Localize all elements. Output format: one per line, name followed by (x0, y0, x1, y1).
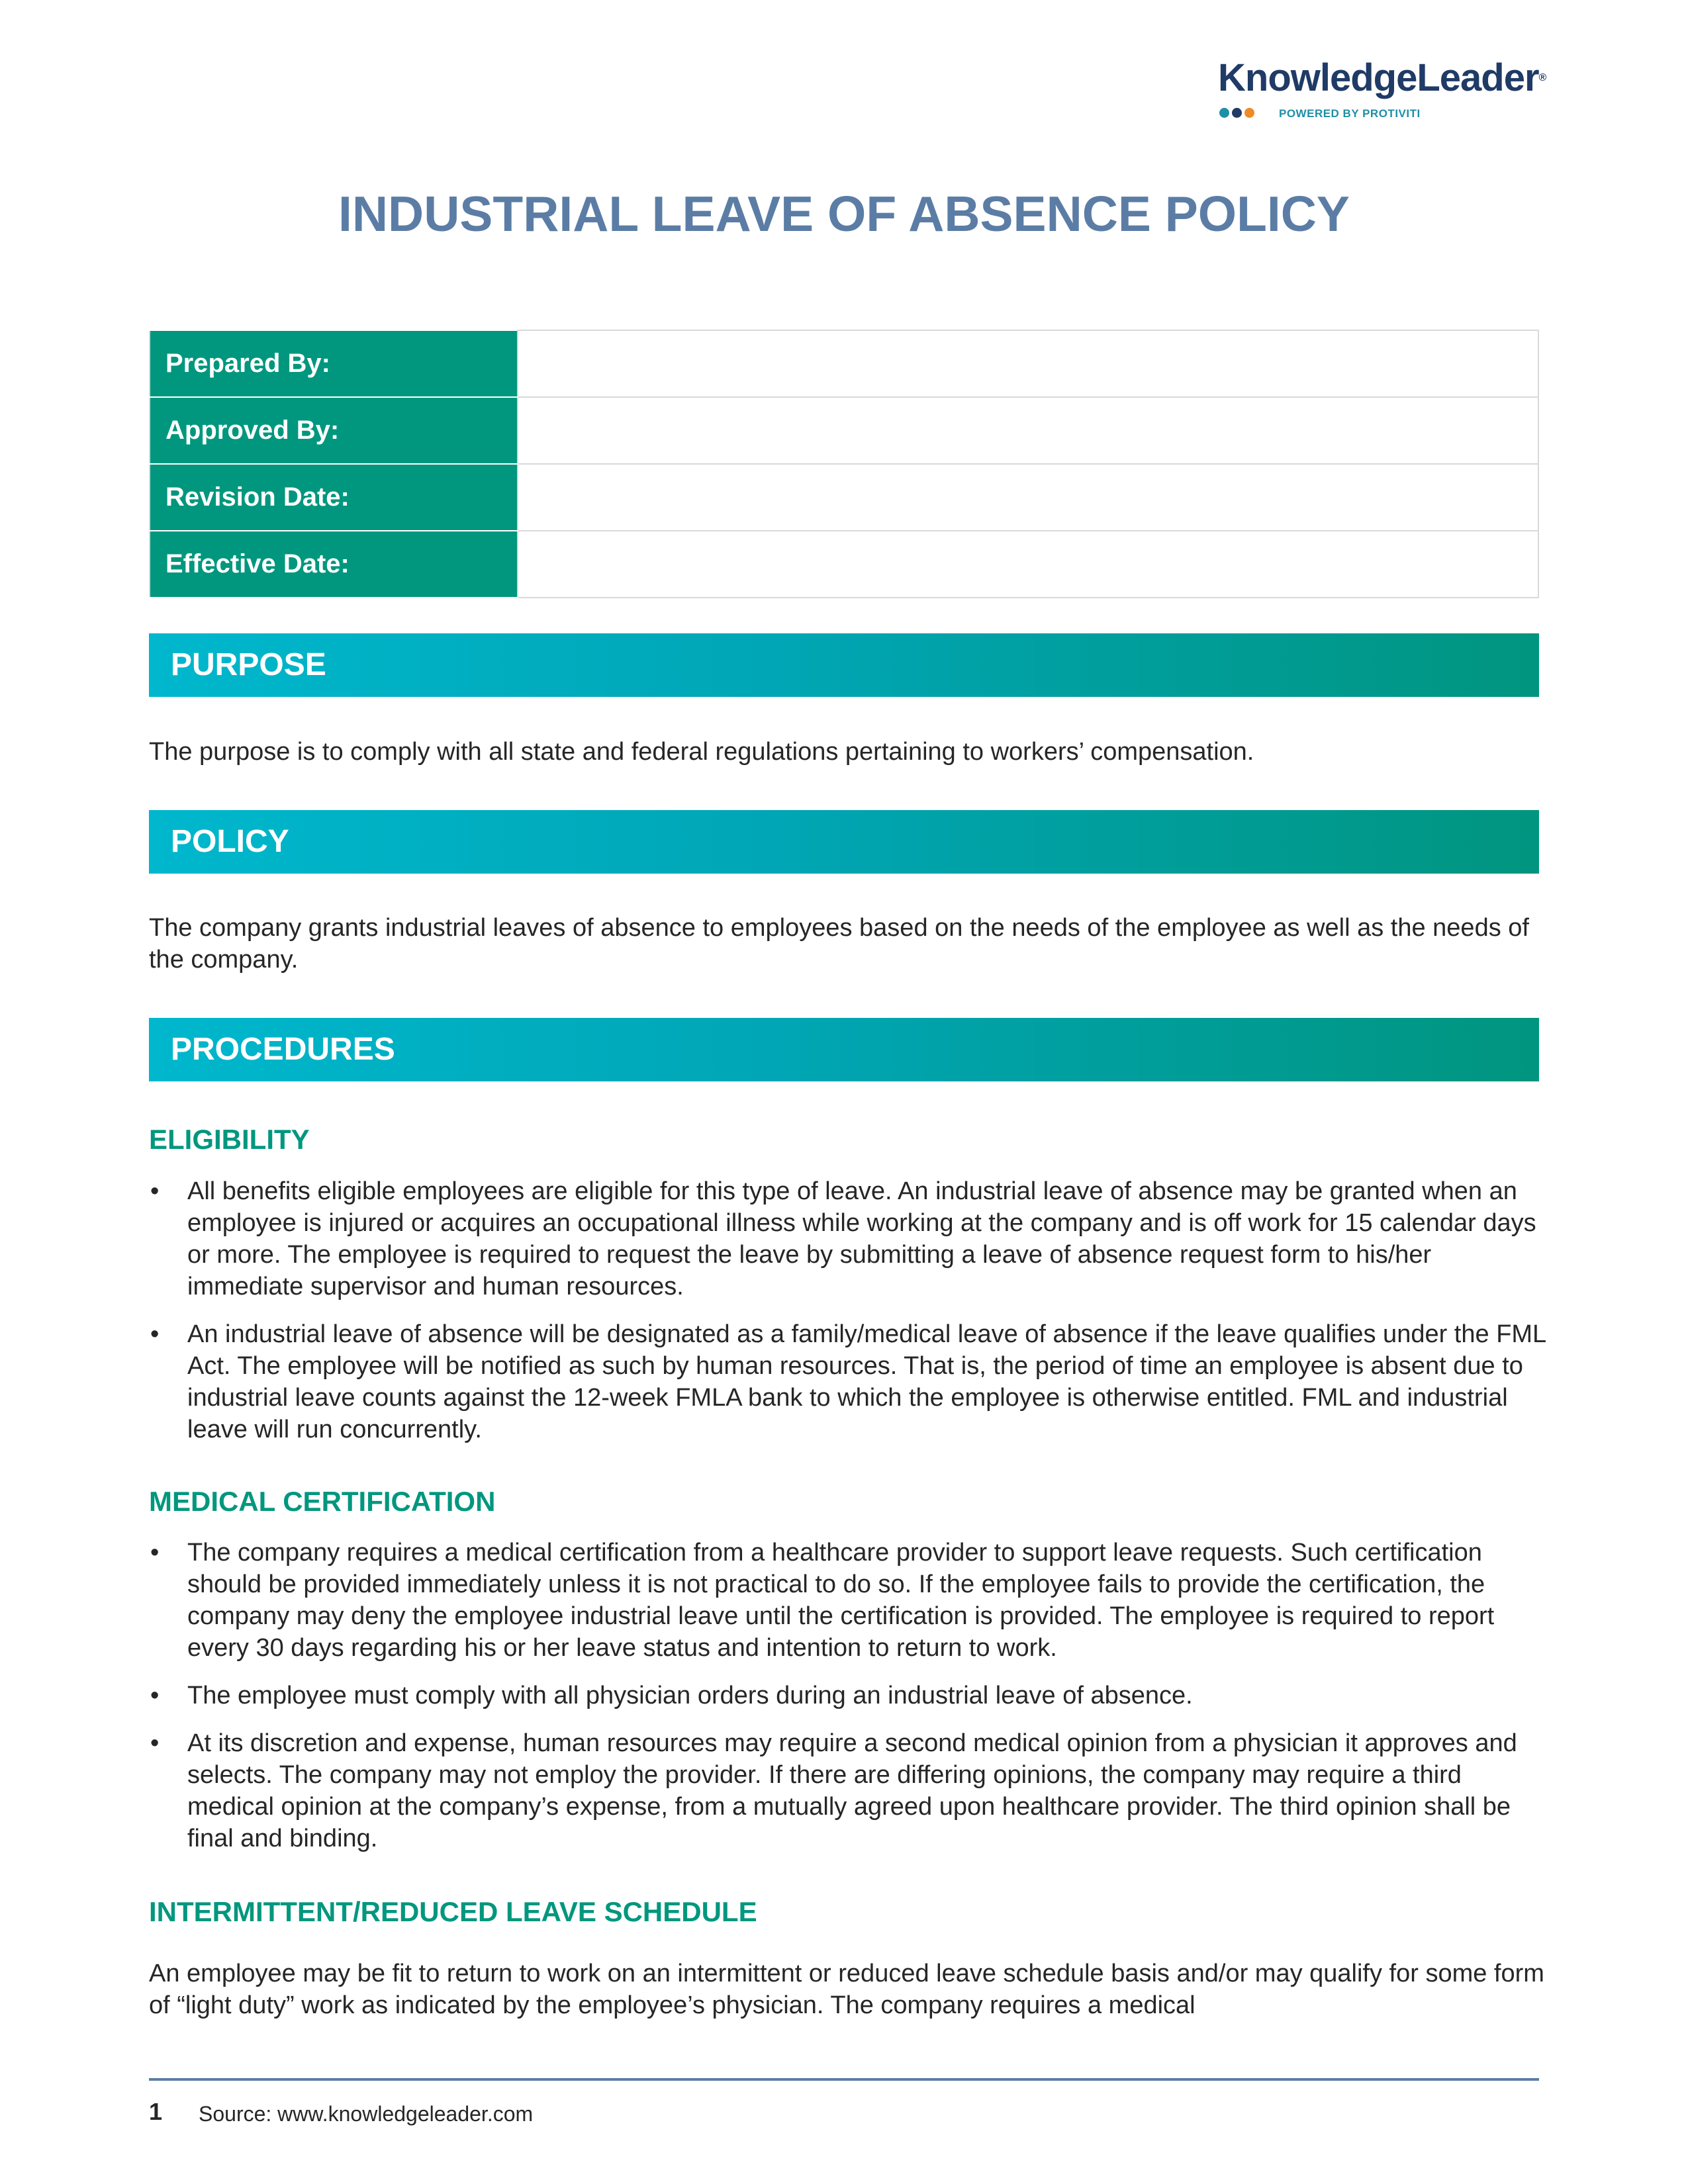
footer-divider (149, 2078, 1539, 2081)
meta-row-effective-date (150, 531, 1538, 598)
section-heading-procedures: PROCEDURES (149, 1018, 1539, 1081)
purpose-text: The purpose is to comply with all state and federal regulations pertaining to workers’ compensation. (149, 738, 1254, 766)
section-heading-purpose: PURPOSE (149, 633, 1539, 697)
footer-source: Source: www.knowledgeleader.com (199, 2102, 534, 2126)
list-item: • All benefits eligible employees are eligible for this type of leave. An industrial leave of absence may be granted when an employee is injured or acquires an occupational illness while working at the company and is off work for 15 calendar days or more. The employee is required to request the leave by submitting a leave of absence request form to his/her immediate supervisor and human resources. (149, 1175, 1546, 1302)
document-title: INDUSTRIAL LEAVE OF ABSENCE POLICY (338, 186, 1350, 242)
meta-label: Prepared By: (150, 330, 518, 397)
logo-wordmark: KnowledgeLeader (1218, 56, 1539, 99)
policy-text: The company grants industrial leaves of absence to employees based on the needs of the employee as well as the needs of the company. (149, 914, 1529, 974)
logo-dot-3 (1244, 108, 1254, 118)
meta-row-prepared-by (150, 330, 1538, 397)
meta-row-approved-by (150, 397, 1538, 464)
subheading-intermittent-reduced-leave: INTERMITTENT/REDUCED LEAVE SCHEDULE (149, 1896, 757, 1927)
section-heading-policy: POLICY (149, 810, 1539, 874)
meta-label: Approved By: (150, 397, 518, 464)
logo-tagline: POWERED BY PROTIVITI (1279, 107, 1421, 120)
logo-dot-1 (1219, 108, 1229, 118)
meta-value-approved-by[interactable] (518, 397, 1538, 464)
logo-dots-icon (1219, 108, 1257, 121)
meta-label: Effective Date: (150, 531, 518, 598)
subheading-medical-certification: MEDICAL CERTIFICATION (149, 1486, 496, 1517)
logo-dot-2 (1232, 108, 1242, 118)
subheading-eligibility: ELIGIBILITY (149, 1124, 310, 1155)
meta-row-revision-date (150, 464, 1538, 531)
meta-value-revision-date[interactable] (518, 464, 1538, 531)
intermittent-text: An employee may be fit to return to work on an intermittent or reduced leave schedule basis and/or may qualify for some form of “light duty” work as indicated by the employee’s physician. The company requires a medical (149, 1960, 1544, 2019)
meta-label: Revision Date: (150, 464, 518, 531)
list-item: • At its discretion and expense, human resources may require a second medical opinion from a physician it approves and selects. The company may not employ the provider. If there are differing opinions, the company may require a third medical opinion at the company’s expense, from a mutually agreed upon healthcare provider. The third opinion shall be final and binding. (149, 1727, 1546, 1854)
page-number: 1 (149, 2098, 163, 2125)
meta-value-effective-date[interactable] (518, 531, 1538, 598)
registered-mark: ® (1538, 72, 1546, 83)
knowledgeleader-logo[interactable] (1218, 56, 1546, 128)
meta-value-prepared-by[interactable] (518, 330, 1538, 397)
list-item: • The company requires a medical certification from a healthcare provider to support leave requests. Such certification should be provided immediately unless it is not practical to do so. If the employee fails to provide the certification, the company may deny the employee industrial leave until the certification is provided. The employee is required to report every 30 days regarding his or her leave status and intention to return to work. (149, 1537, 1546, 1664)
eligibility-list (149, 1175, 1546, 1461)
medical-certification-list (149, 1537, 1546, 1870)
list-item: • An industrial leave of absence will be designated as a family/medical leave of absence if the leave qualifies under the FML Act. The employee will be notified as such by human resources. That is, the period of time an employee is absent due to industrial leave counts against the 12-week FMLA bank to which the employee is otherwise entitled. FML and industrial leave will run concurrently. (149, 1318, 1546, 1445)
document-metadata-table (149, 330, 1539, 598)
list-item: • The employee must comply with all physician orders during an industrial leave of absence. (149, 1680, 1546, 1711)
